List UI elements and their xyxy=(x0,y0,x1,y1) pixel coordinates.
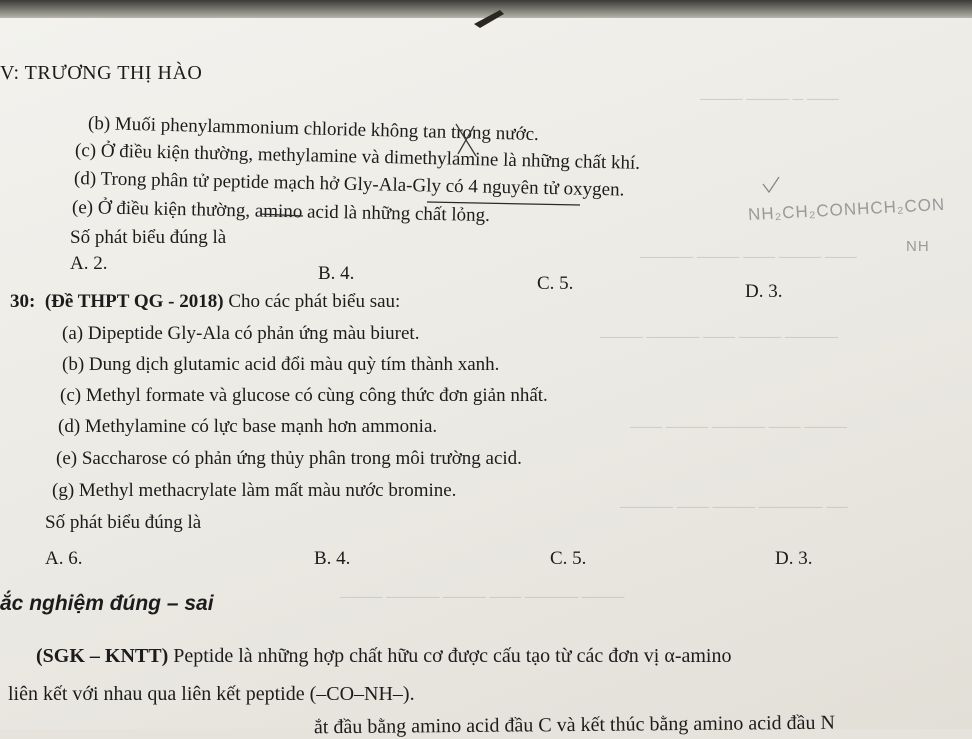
q29-statement-d: (d) Trong phân tử peptide mạch hở Gly-Ala-Gly có 4 nguyên tử oxygen. xyxy=(73,168,625,201)
q30-option-c: C. 5. xyxy=(550,548,587,569)
q30-prompt: Số phát biểu đúng là xyxy=(45,512,202,533)
q30-statement-b: (b) Dung dịch glutamic acid đổi màu quỳ tím thành xanh. xyxy=(62,354,500,375)
show-through-text: ─── ──── ───── ─── ──── xyxy=(630,420,847,436)
q29-statement-e: (e) Ở điều kiện thường, amino acid là những chất lỏng. xyxy=(71,197,491,227)
handwritten-note: NH₂CH₂CONHCH₂CON xyxy=(747,194,946,225)
intro-source: (SGK – KNTT) xyxy=(36,645,169,667)
pen-tip-icon xyxy=(470,6,510,30)
q30-statement-e: (e) Saccharose có phản ứng thủy phân trong môi trường acid. xyxy=(56,448,522,469)
q30-statement-a: (a) Dipeptide Gly-Ala có phản ứng màu biuret. xyxy=(62,323,420,344)
intro-text: Peptide là những hợp chất hữu cơ được cấu tạo từ các đơn vị α-amino xyxy=(173,645,732,667)
q30-option-a: A. 6. xyxy=(45,548,83,569)
q30-stem: Cho các phát biểu sau: xyxy=(228,291,401,312)
q30-option-b: B. 4. xyxy=(314,548,351,569)
handwritten-note: NH xyxy=(906,238,930,255)
section-title: ắc nghiệm đúng – sai xyxy=(0,592,214,615)
q29-option-b: B. 4. xyxy=(318,263,355,284)
intro-line-2: liên kết với nhau qua liên kết peptide (–CO–NH–). xyxy=(8,683,415,705)
q29-statement-b: (b) Muối phenylammonium chloride không tan trong nước. xyxy=(87,113,540,146)
q30-source: (Đề THPT QG - 2018) xyxy=(44,291,224,312)
q29-option-c: C. 5. xyxy=(537,273,574,294)
show-through-text: ───── ─── ──── ────── ── xyxy=(620,500,848,516)
intro-line-1 xyxy=(36,645,731,668)
q29-statement-c: (c) Ở điều kiện thường, methylamine và dimethylamine là những chất khí. xyxy=(74,140,641,174)
q30-number: 30: xyxy=(10,291,36,312)
author-header: V: TRƯƠNG THỊ HÀO xyxy=(0,62,203,84)
show-through-text: ───── ──── ─── ──── ─── xyxy=(640,250,857,266)
show-through-text: ──── ───── ──── ─── ───── ──── xyxy=(340,590,625,606)
pen-cross-mark xyxy=(452,120,482,160)
intro-line-3-partial: ắt đầu bằng amino acid đầu C và kết thúc bằng amino acid đầu N xyxy=(313,711,836,739)
underline-mark xyxy=(258,210,308,220)
q29-option-d: D. 3. xyxy=(745,281,783,302)
check-mark xyxy=(760,174,782,196)
show-through-text: ──── ──── ─ ─── xyxy=(700,92,839,108)
q29-option-a: A. 2. xyxy=(70,253,108,274)
show-through-text: ──── ───── ─── ──── ───── xyxy=(600,330,839,346)
q29-prompt: Số phát biểu đúng là xyxy=(70,227,227,248)
q30-header xyxy=(10,291,400,313)
underline-mark xyxy=(425,198,585,208)
q30-statement-c: (c) Methyl formate và glucose có cùng công thức đơn giản nhất. xyxy=(60,385,548,406)
q30-statement-d: (d) Methylamine có lực base mạnh hơn ammonia. xyxy=(58,416,438,437)
q30-statement-g: (g) Methyl methacrylate làm mất màu nước bromine. xyxy=(52,480,457,501)
q30-option-d: D. 3. xyxy=(775,548,813,569)
